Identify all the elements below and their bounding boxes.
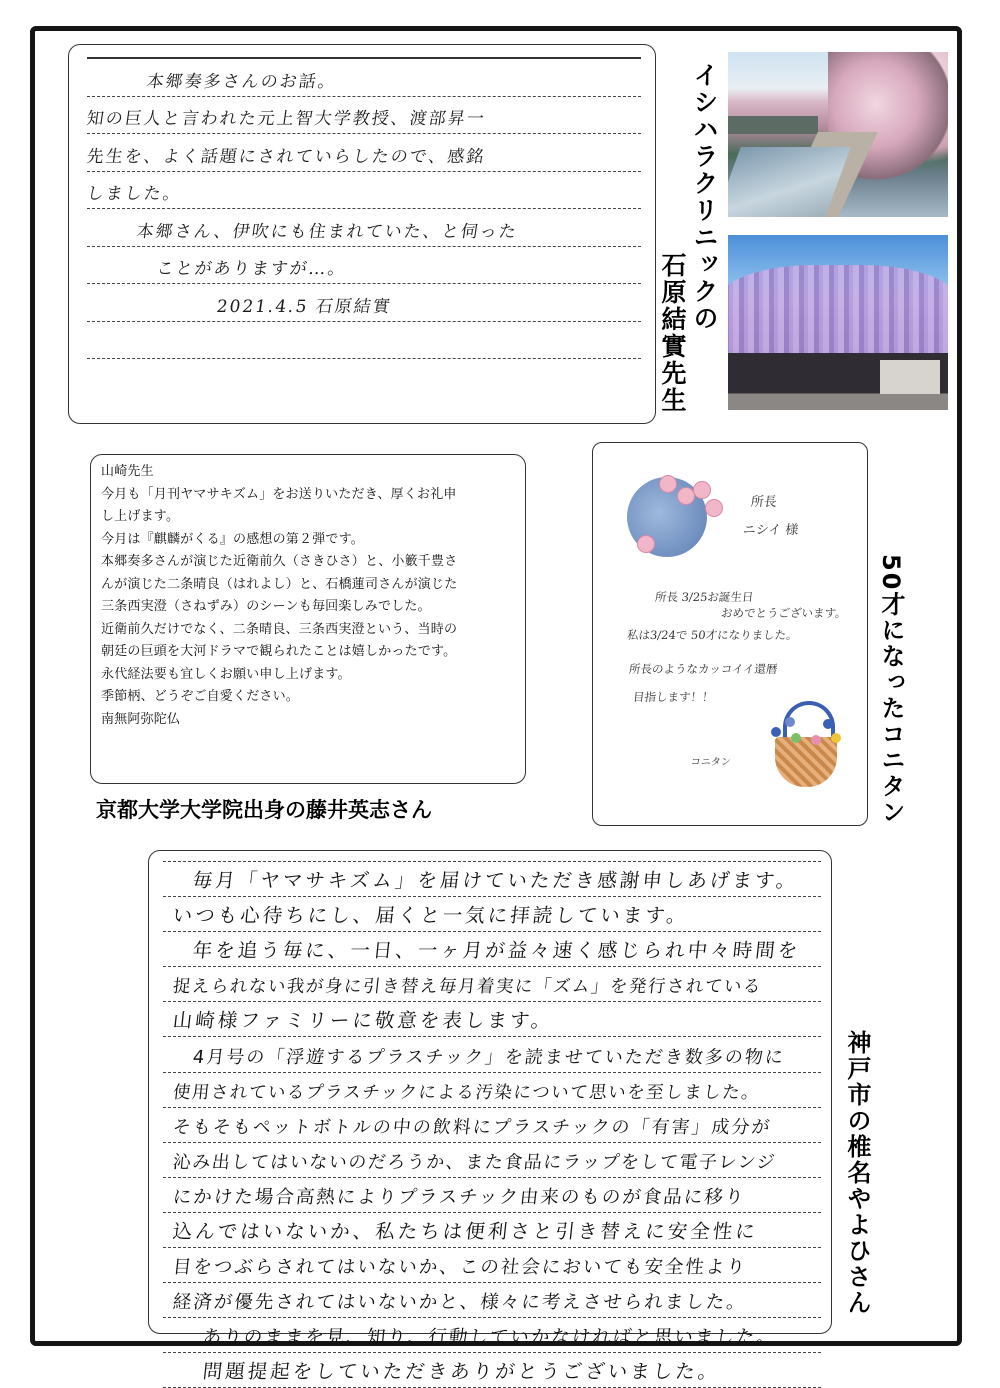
card-line: 所長 3/25お誕生日: [654, 590, 755, 604]
letter-line: 先生を、よく話題にされていらしたので、感銘: [85, 146, 487, 167]
letter-signature: 2021.4.5 石原結實: [215, 296, 394, 317]
ruled-lines: [163, 861, 821, 1388]
birthday-card: [592, 442, 868, 826]
letter-line: しました。: [85, 184, 184, 204]
photo-cherry-blossom-river: [728, 52, 948, 217]
letter-line: ことがありますが…。: [155, 259, 349, 279]
letter-line: 近衛前久だけでなく、二条晴良、三条西実澄という、当時の: [101, 621, 458, 637]
letter-line: 捉えられない我が身に引き替え毎月着実に「ズム」を発行されている: [171, 977, 763, 998]
easter-basket-illustration: [765, 697, 845, 797]
title-ishihara-name: 石原結實先生: [658, 252, 687, 414]
card-line: おめでとうございます。: [720, 606, 848, 620]
title-ishihara-clinic: イシハラクリニックの: [690, 62, 719, 332]
letter-line: 年を追う毎に、一日、一ヶ月が益々速く感じられ中々時間を: [191, 939, 802, 963]
photo-wisteria: [728, 235, 948, 410]
letter-line: にかけた場合高熱によりプラスチック由来のものが食品に移り: [171, 1186, 747, 1208]
letter-line: 季節柄、どうぞご自愛ください。: [101, 689, 300, 704]
letter-line: し上げます。: [101, 509, 180, 524]
letter-line: 本郷奏多さんのお話。: [145, 71, 339, 92]
letter-line: 三条西実澄（さねずみ）のシーンも毎回楽しみでした。: [101, 599, 431, 614]
letter-line: 4月号の「浮遊するプラスチック」を読ませていただき数多の物に: [191, 1046, 786, 1068]
letter-line: 本郷さん、伊吹にも住まれていた、と伺った: [135, 221, 520, 242]
typed-letter-fujii: [90, 454, 526, 784]
letter-line: 経済が優先されてはいないかと、様々に考えさせられました。: [171, 1292, 748, 1314]
handwritten-letter-shiina: [148, 850, 832, 1384]
letter-line: んが演じた二条晴良（はれよし）と、石橋蓮司さんが演じた: [101, 576, 458, 592]
letter-line: 永代経法要も宜しくお願い申し上げます。: [101, 666, 351, 682]
caption-fujii: 京都大学大学院出身の藤井英志さん: [96, 798, 432, 822]
letter-line: 南無阿弥陀仏: [101, 711, 181, 727]
title-konitan: 50才になったコニタン: [877, 554, 905, 826]
letter-line: 使用されているプラスチックによる汚染について思いを至しました。: [171, 1082, 762, 1103]
card-line: 私は3/24で 50才になりました。: [626, 628, 799, 642]
letter-line: 毎月「ヤマサキズム」を届けていただき感謝申しあげます。: [191, 869, 800, 893]
letter-line: 沁み出してはいないのだろうか、また食品にラップをして電子レンジ: [171, 1151, 778, 1173]
card-line: 目指します！！: [632, 690, 715, 704]
letter-line: ありのままを見、知り、行動していかなければと思いました。: [201, 1327, 778, 1349]
letter-line: 問題提起をしていただきありがとうございました。: [201, 1360, 722, 1384]
ruled-lines: [87, 57, 641, 396]
handwritten-letter-ishihara: [68, 44, 656, 424]
letter-line: いつも心待ちにし、届くと一気に拝読しています。: [171, 904, 691, 928]
letter-line: 山崎先生: [101, 464, 154, 479]
letter-line: 朝廷の巨頭を大河ドラマで観られたことは嬉しかったです。: [101, 644, 457, 659]
letter-line: 山崎様ファミリーに敬意を表します。: [171, 1009, 555, 1033]
letter-line: 込んではいないか、私たちは便利さと引き替えに安全性に: [171, 1220, 760, 1244]
letter-line: 本郷奏多さんが演じた近衛前久（さきひさ）と、小籔千豊さ: [101, 554, 458, 569]
title-shiina: 神戸市の椎名やよひさん: [843, 1030, 871, 1316]
card-line: 所長のようなカッコイイ還暦: [628, 662, 779, 676]
letter-line: 知の巨人と言われた元上智大学教授、渡部昇一: [85, 109, 488, 129]
letter-line: 今月も「月刊ヤマサキズム」をお送りいただき、厚くお礼申: [101, 486, 457, 502]
card-signature: コニタン: [690, 757, 732, 768]
card-line: ニシイ 様: [742, 523, 800, 538]
card-line: 所長: [750, 495, 778, 510]
letter-line: そもそもペットボトルの中の飲料にプラスチックの「有害」成分が: [171, 1116, 773, 1138]
letter-line: 目をつぶらされてはいないか、この社会においても安全性より: [171, 1257, 748, 1279]
letter-line: 今月は『麒麟がくる』の感想の第２弾です。: [101, 531, 364, 547]
